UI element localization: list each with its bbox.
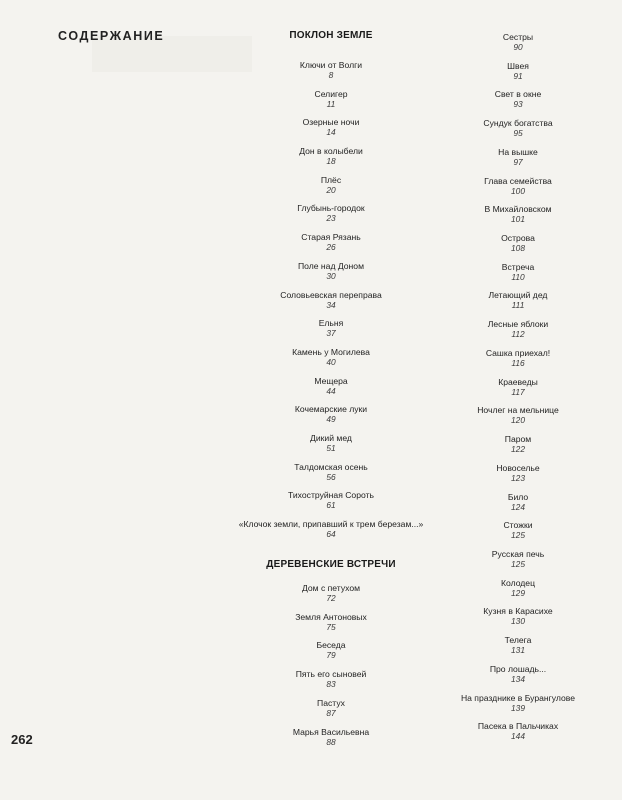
toc-entry-title: Глубынь-городок <box>297 203 365 213</box>
toc-entry-title: Поле над Доном <box>297 261 364 271</box>
toc-entry <box>231 377 431 396</box>
toc-entry-page: 131 <box>511 644 525 655</box>
toc-entry-title: Старая Рязань <box>301 232 361 242</box>
toc-entry-title: Сестры <box>502 32 534 42</box>
toc-entry-title: Мещера <box>314 376 348 386</box>
toc-entry-title: Камень у Могилева <box>292 347 370 357</box>
toc-entry-page: 117 <box>511 386 525 397</box>
toc-entry-page: 120 <box>511 414 525 425</box>
toc-entry <box>418 349 618 368</box>
toc-entry-title: Кочемарские луки <box>294 404 368 414</box>
toc-entry <box>418 406 618 425</box>
toc-entry <box>418 579 618 598</box>
toc-entry-page: 56 <box>326 471 336 482</box>
toc-entry-title: Соловьевская переправа <box>280 290 382 300</box>
toc-entry <box>231 348 431 367</box>
toc-entry-title: Тихоструйная Сороть <box>288 490 374 500</box>
toc-entry <box>418 148 618 167</box>
toc-entry-page: 108 <box>511 242 525 253</box>
toc-entry-title: Про лошадь... <box>489 664 547 674</box>
toc-entry-page: 20 <box>326 184 336 195</box>
toc-entry <box>231 262 431 281</box>
toc-entry <box>418 33 618 52</box>
toc-entry <box>231 699 431 718</box>
toc-entry-page: 124 <box>511 501 525 512</box>
toc-entry-page: 90 <box>513 41 523 52</box>
toc-entry <box>231 319 431 338</box>
toc-entry-page: 144 <box>511 730 525 741</box>
toc-entry-title: Острова <box>501 233 535 243</box>
toc-entry <box>418 636 618 655</box>
toc-entry <box>418 291 618 310</box>
toc-entry-page: 123 <box>511 472 525 483</box>
toc-entry-title: Свет в окне <box>494 89 542 99</box>
toc-entry-page: 14 <box>326 126 336 137</box>
toc-entry-title: Марья Васильевна <box>292 727 370 737</box>
toc-entry <box>231 147 431 166</box>
toc-entry-title: Дикий мед <box>310 433 352 443</box>
toc-entry <box>418 320 618 339</box>
toc-entry-title: Краеведы <box>498 377 538 387</box>
toc-entry-page: 112 <box>511 328 525 339</box>
toc-entry <box>418 722 618 741</box>
toc-entry <box>418 493 618 512</box>
toc-entry-title: Ночлег на мельнице <box>477 405 559 415</box>
toc-entry <box>418 435 618 454</box>
toc-entry-page: 91 <box>513 70 523 81</box>
toc-entry <box>418 521 618 540</box>
toc-entry-page: 134 <box>511 673 525 684</box>
toc-entry-page: 83 <box>326 678 336 689</box>
toc-entry <box>418 378 618 397</box>
toc-entry <box>231 670 431 689</box>
toc-entry-page: 130 <box>511 615 525 626</box>
toc-entry-page: 116 <box>511 357 525 368</box>
toc-entry <box>231 520 431 539</box>
toc-entry-page: 122 <box>511 443 525 454</box>
toc-entry-page: 79 <box>326 649 336 660</box>
toc-entry-title: На вышке <box>498 147 538 157</box>
toc-entry <box>231 463 431 482</box>
toc-entry-title: Дон в колыбели <box>299 146 363 156</box>
toc-entry-title: «Клочок земли, припавший к трем березам...» <box>238 519 424 529</box>
toc-entry-page: 95 <box>513 127 523 138</box>
toc-entry <box>418 694 618 713</box>
toc-entry-page: 100 <box>511 185 525 196</box>
toc-entry-title: Пять его сыновей <box>295 669 367 679</box>
toc-entry-title: Сашка приехал! <box>485 348 551 358</box>
toc-entry <box>418 205 618 224</box>
toc-entry <box>418 119 618 138</box>
toc-entry-page: 129 <box>511 587 525 598</box>
toc-entry <box>231 728 431 747</box>
section-heading-2: ДЕРЕВЕНСКИЕ ВСТРЕЧИ <box>266 559 396 570</box>
toc-entry-page: 18 <box>326 155 336 166</box>
toc-entry <box>418 464 618 483</box>
toc-entry <box>418 90 618 109</box>
toc-entry <box>231 491 431 510</box>
toc-entry <box>231 405 431 424</box>
toc-entry-page: 51 <box>326 442 336 453</box>
toc-entry-title: Пастух <box>317 698 345 708</box>
toc-entry <box>418 177 618 196</box>
toc-entry-title: Дом с петухом <box>301 583 361 593</box>
toc-entry-title: Швея <box>507 61 529 71</box>
toc-entry-title: Беседа <box>316 640 346 650</box>
toc-entry-title: Пасека в Пальчиках <box>477 721 559 731</box>
toc-entry <box>231 434 431 453</box>
toc-entry-title: Новоселье <box>496 463 540 473</box>
toc-entry-title: Лесные яблоки <box>487 319 549 329</box>
toc-entry-page: 88 <box>326 736 336 747</box>
toc-entry <box>231 61 431 80</box>
toc-entry-title: Паром <box>504 434 532 444</box>
toc-entry-page: 49 <box>326 413 336 424</box>
toc-entry-title: Летающий дед <box>488 290 548 300</box>
toc-entry-title: Ключи от Волги <box>299 60 363 70</box>
toc-entry-title: Колодец <box>500 578 535 588</box>
toc-entry <box>231 204 431 223</box>
toc-entry-page: 34 <box>326 299 336 310</box>
toc-entry-title: Кузня в Карасихе <box>483 606 553 616</box>
toc-entry <box>418 607 618 626</box>
toc-entry <box>231 641 431 660</box>
toc-entry-page: 101 <box>511 213 525 224</box>
toc-entry-page: 72 <box>326 592 336 603</box>
toc-entry <box>231 233 431 252</box>
toc-entry <box>418 62 618 81</box>
toc-entry <box>418 665 618 684</box>
toc-entry-page: 125 <box>511 529 525 540</box>
toc-entry-page: 87 <box>326 707 336 718</box>
page-title: СОДЕРЖАНИЕ <box>58 29 165 43</box>
toc-entry <box>231 176 431 195</box>
toc-entry-title: В Михайловском <box>484 204 552 214</box>
toc-entry <box>418 263 618 282</box>
toc-entry-title: Плёс <box>320 175 342 185</box>
toc-entry-page: 111 <box>511 299 525 310</box>
toc-entry-page: 64 <box>326 528 336 539</box>
toc-entry-page: 61 <box>326 499 336 510</box>
toc-entry <box>418 234 618 253</box>
toc-entry-page: 44 <box>326 385 336 396</box>
toc-entry <box>231 613 431 632</box>
page-number: 262 <box>11 732 33 747</box>
toc-entry-page: 8 <box>328 69 334 80</box>
toc-entry-title: Телега <box>504 635 532 645</box>
toc-entry-page: 125 <box>511 558 525 569</box>
toc-entry-page: 110 <box>511 271 525 282</box>
toc-entry-title: Русская печь <box>491 549 545 559</box>
toc-entry-title: На празднике в Бурангулове <box>460 693 576 703</box>
toc-entry-title: Озерные ночи <box>302 117 360 127</box>
toc-entry-page: 97 <box>513 156 523 167</box>
toc-entry-title: Глава семейства <box>484 176 552 186</box>
toc-entry-title: Селигер <box>314 89 348 99</box>
toc-entry <box>418 550 618 569</box>
toc-entry-page: 30 <box>326 270 336 281</box>
toc-entry-title: Сундук богатства <box>483 118 553 128</box>
toc-entry <box>231 291 431 310</box>
toc-entry-title: Талдомская осень <box>294 462 368 472</box>
toc-entry-title: Земля Антоновых <box>295 612 367 622</box>
toc-entry-page: 40 <box>326 356 336 367</box>
toc-entry <box>231 584 431 603</box>
toc-entry-page: 75 <box>326 621 336 632</box>
toc-entry <box>231 118 431 137</box>
toc-entry-page: 23 <box>326 212 336 223</box>
toc-entry-page: 139 <box>511 702 525 713</box>
toc-entry-page: 26 <box>326 241 336 252</box>
toc-entry-page: 93 <box>513 98 523 109</box>
toc-entry-title: Ельня <box>318 318 344 328</box>
section-heading-1: ПОКЛОН ЗЕМЛЕ <box>289 30 373 41</box>
toc-entry-page: 37 <box>326 327 336 338</box>
toc-entry-page: 11 <box>326 98 336 109</box>
toc-entry-title: Стожки <box>503 520 533 530</box>
toc-entry-title: Било <box>507 492 529 502</box>
toc-entry-title: Встреча <box>501 262 535 272</box>
toc-entry <box>231 90 431 109</box>
